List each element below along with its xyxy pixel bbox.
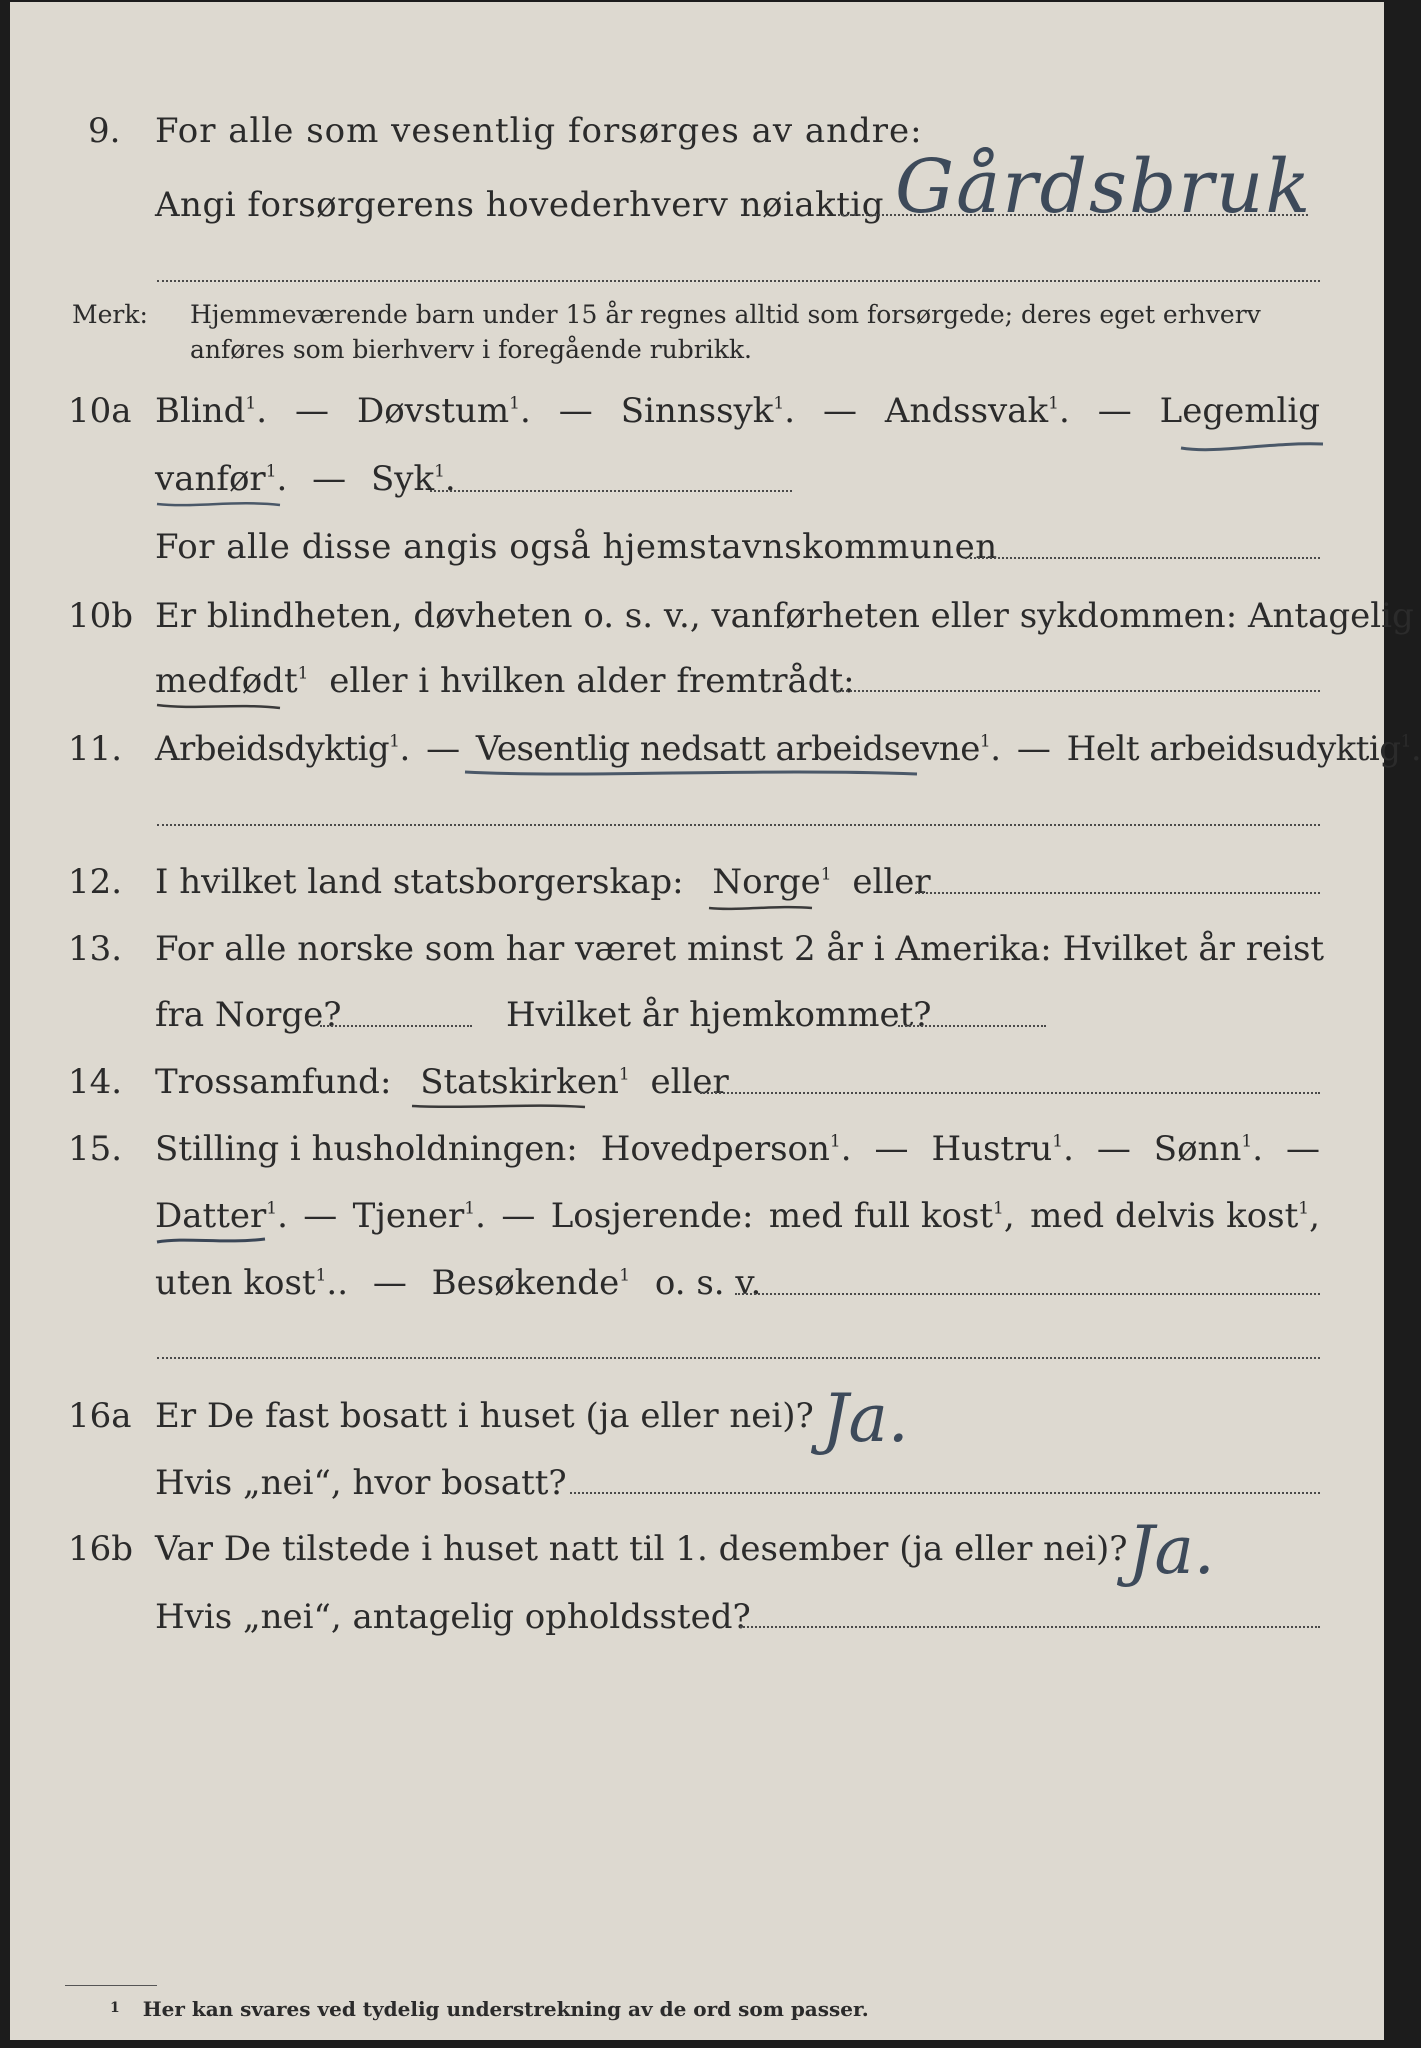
q10a-syk-line — [430, 490, 792, 492]
q13-hjem: Hvilket år hjemkommet? — [506, 995, 932, 1035]
separator: — — [874, 1129, 909, 1169]
option-datter: Datter$^1$. — [155, 1196, 288, 1236]
option-sonn: Sønn$^1$. — [1153, 1129, 1263, 1169]
q12-prefix: I hvilket land statsborgerskap: — [155, 862, 684, 902]
norge-underline-mark — [707, 902, 817, 916]
statskirken-underline-mark — [410, 1100, 590, 1114]
option-losjerende: Losjerende: — [550, 1196, 754, 1236]
q10a-hjemstavn-line — [965, 557, 1320, 559]
option-nedsatt: Vesentlig nedsatt arbeidsevne$^1$. — [475, 729, 1001, 769]
q14-eller: eller — [650, 1062, 729, 1102]
q12-number: 12. — [68, 862, 123, 902]
q16a-number: 16a — [68, 1396, 132, 1436]
q13-number: 13. — [68, 929, 123, 969]
q9-number: 9. — [88, 111, 121, 151]
legemlig-underline-mark — [1178, 434, 1328, 456]
q9-extra-line — [157, 280, 1320, 282]
q13-fra: fra Norge? — [155, 995, 342, 1035]
merk-label: Merk: — [72, 300, 148, 329]
q16b-number: 16b — [68, 1529, 134, 1569]
option-andssvak: Andssvak$^1$. — [884, 391, 1070, 431]
q12-line — [155, 862, 931, 902]
separator: — — [303, 1196, 338, 1236]
q9-answer-handwritten: Gårdsbruk — [895, 144, 1313, 230]
q13-line1: For alle norske som har været minst 2 år i Amerika: Hvilket år reist — [155, 929, 1325, 969]
option-syk: Syk$^1$. — [370, 459, 456, 499]
option-full-kost: med full kost$^1$, — [768, 1196, 1015, 1236]
q14-number: 14. — [68, 1062, 123, 1102]
option-hovedperson: Hovedperson$^1$. — [600, 1129, 852, 1169]
separator: — — [295, 391, 329, 431]
q14-line — [155, 1062, 729, 1102]
q10b-line2 — [155, 661, 855, 701]
separator: — — [558, 391, 593, 431]
separator: — — [822, 391, 857, 431]
census-form-page — [10, 2, 1421, 2040]
q15-line1 — [155, 1129, 1320, 1169]
q15-answer-line — [735, 1293, 1320, 1295]
q10b-line2-rest: eller i hvilken alder fremtrådt: — [329, 661, 855, 701]
footnote-text: Her kan svares ved tydelig understrekning av de ord som passer. — [142, 1997, 869, 2021]
q16a-question: Er De fast bosatt i huset (ja eller nei)? — [155, 1396, 814, 1436]
option-medfodt: medfødt$^1$ — [155, 661, 309, 701]
q16a-answer-line — [570, 1492, 1320, 1494]
option-norge: Norge$^1$ — [712, 862, 832, 902]
q10a-line1 — [155, 391, 1320, 431]
q10b-number: 10b — [68, 596, 134, 636]
merk-line1: Hjemmeværende barn under 15 år regnes alltid som forsørgede; deres eget erhverv — [190, 300, 1261, 329]
option-sinnssyk: Sinnssyk$^1$. — [620, 391, 795, 431]
q11-line — [155, 729, 1421, 769]
q10b-answer-line — [835, 690, 1320, 692]
option-tjener: Tjener$^1$. — [352, 1196, 486, 1236]
option-besokende: Besøkende$^1$ — [431, 1263, 631, 1303]
q9-line2: Angi forsørgerens hovederhverv nøiaktig — [155, 185, 885, 225]
option-blind: Blind$^1$. — [155, 391, 268, 431]
q16a-answer-handwritten: Ja. — [822, 1380, 909, 1457]
datter-underline-mark — [155, 1234, 270, 1248]
q13-fra-line — [320, 1025, 472, 1027]
q11-number: 11. — [68, 729, 123, 769]
merk-line2: anføres som bierhverv i foregående rubrikk. — [190, 335, 752, 364]
q16b-question: Var De tilstede i huset natt til 1. desember (ja eller nei)? — [155, 1529, 1128, 1569]
option-legemlig: Legemlig — [1159, 391, 1320, 431]
option-hustru: Hustru$^1$. — [931, 1129, 1074, 1169]
q13-hjem-line — [898, 1025, 1046, 1027]
q11-extra-line — [157, 824, 1320, 826]
footnote — [110, 1999, 869, 2019]
q15-prefix: Stilling i husholdningen: — [155, 1129, 578, 1169]
nedsatt-underline-mark — [462, 764, 922, 782]
q10b-line1: Er blindheten, døvheten o. s. v., vanførheten eller sykdommen: Antagelig — [155, 596, 1414, 636]
q16b-answer-line — [740, 1626, 1320, 1628]
q15-line3 — [155, 1263, 762, 1303]
separator: — — [1097, 391, 1132, 431]
q15-number: 15. — [68, 1129, 123, 1169]
q15-osv: o. s. v. — [654, 1263, 762, 1303]
separator: — — [501, 1196, 536, 1236]
option-arbeidsdyktig: Arbeidsdyktig$^1$. — [155, 729, 410, 769]
q16b-hvis: Hvis „nei“, antagelig opholdssted? — [155, 1597, 751, 1637]
q15-line2 — [155, 1196, 1320, 1236]
q14-prefix: Trossamfund: — [155, 1062, 392, 1102]
q12-answer-line — [915, 892, 1320, 894]
option-udyktig: Helt arbeidsudyktig$^1$. — [1066, 729, 1421, 769]
option-vanfor: vanfør$^1$. — [155, 459, 288, 499]
q9-line1: For alle som vesentlig forsørges av andre: — [155, 111, 923, 151]
q10a-number: 10a — [68, 391, 132, 431]
q14-answer-line — [700, 1092, 1320, 1094]
option-dovstum: Døvstum$^1$. — [356, 391, 531, 431]
q16b-answer-handwritten: Ja. — [1128, 1512, 1215, 1589]
footnote-mark: 1 — [110, 2000, 120, 2016]
q15-extra-line — [157, 1357, 1320, 1359]
q16a-hvis: Hvis „nei“, hvor bosatt? — [155, 1463, 567, 1503]
separator: — — [1285, 1129, 1320, 1169]
separator: — — [372, 1263, 407, 1303]
footnote-rule — [65, 1985, 157, 1986]
q10a-line3: For alle disse angis også hjemstavnskommunen — [155, 527, 998, 567]
option-delvis-kost: med delvis kost$^1$, — [1030, 1196, 1320, 1236]
separator: — — [1016, 729, 1051, 769]
medfodt-underline-mark — [155, 700, 285, 714]
vanfor-underline-mark — [155, 498, 285, 512]
separator: — — [1096, 1129, 1131, 1169]
separator: — — [426, 729, 460, 769]
separator: — — [312, 459, 347, 499]
option-statskirken: Statskirken$^1$ — [420, 1062, 630, 1102]
option-uten-kost: uten kost$^1$.. — [155, 1263, 349, 1303]
q12-eller: eller — [852, 862, 931, 902]
q10a-line2 — [155, 459, 456, 499]
